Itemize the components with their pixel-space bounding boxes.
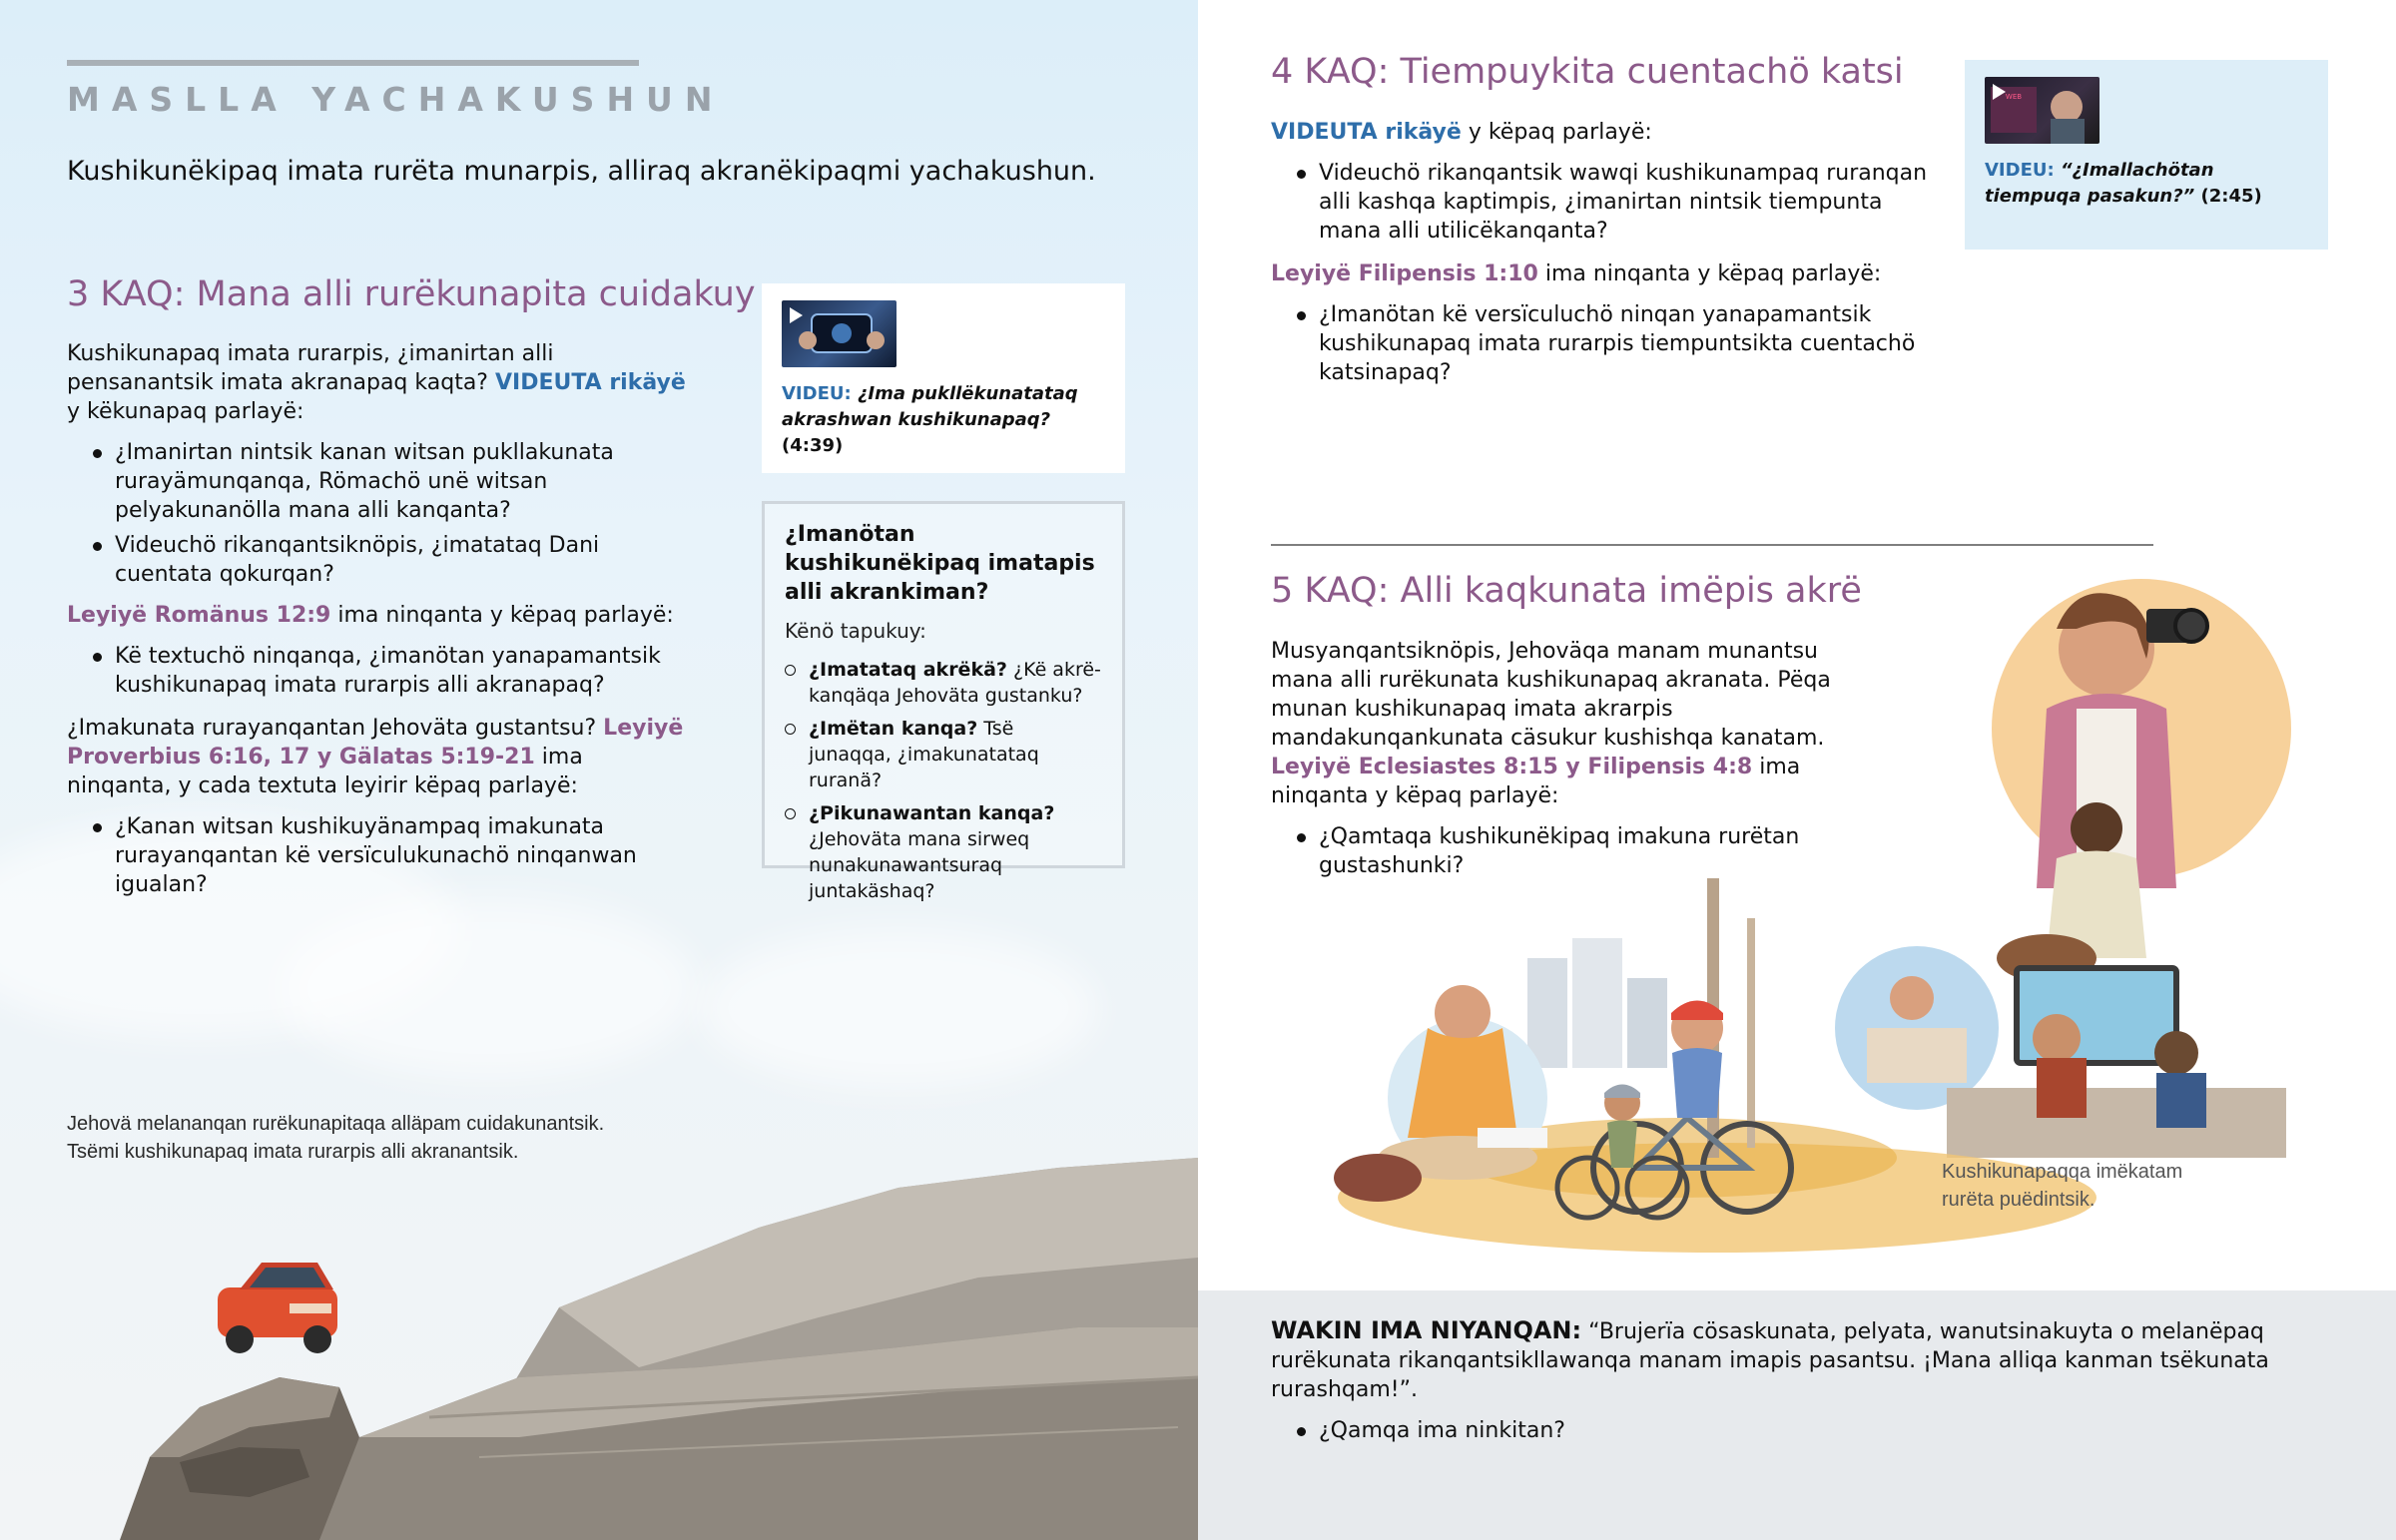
question-item: [785, 800, 1102, 904]
scripture-link[interactable]: Leyiyë Filipensis 1:10: [1271, 261, 1538, 286]
kaq5-heading: 5 KAQ: Alli kaqkunata imëpis akrë: [1271, 571, 1862, 611]
intro-text: Kushikunëkipaq imata rurëta munarpis, alliraq akranëkipaqmi yachakushun.: [67, 156, 1096, 187]
video-card[interactable]: [762, 283, 1125, 473]
question-rest: ¿Jehoväta mana sirweq nunakunawantsuraq juntakäshaq?: [809, 828, 1030, 902]
caption-line: Tsëmi kushikunapaq imata rurarpis alli akranantsik.: [67, 1141, 519, 1163]
kaq4-p1-tail: y këpaq parlayë:: [1468, 120, 1652, 145]
kaq4-body: [1271, 118, 1930, 393]
cloud-decoration: [699, 928, 1098, 1088]
kaq4-heading: 4 KAQ: Tiempuykita cuentachö katsi: [1271, 52, 1904, 92]
video-thumbnail[interactable]: [782, 300, 897, 367]
kaq3-p3-tail: ima ninqanta, y cada textuta leyirir këpaq parlayë:: [67, 745, 583, 798]
bullet-item: ¿Qamtaqa kushikunëkipaq imakuna rurëtan gustashunki?: [1271, 822, 1870, 880]
right-page: [1198, 0, 2396, 1540]
kaq3-paragraph-2: [67, 601, 686, 630]
scripture-link[interactable]: Leyiyë Romänus 12:9: [67, 603, 331, 628]
kaq3-p3-text: ¿Imakunata rurayanqantan Jehoväta gustantsu?: [67, 716, 597, 741]
question-bold: ¿Imatataq akrëkä?: [809, 659, 1007, 681]
comment-band: [1198, 1290, 2396, 1540]
video-link[interactable]: VIDEUTA rikäyë: [494, 370, 686, 395]
thumb-text: WEB: [2005, 93, 2023, 101]
bullet-item: Videuchö rikanqantsik wawqi kushikunampaq ruranqan alli kashqa kaptimpis, ¿imanirtan nintsik tiempunta mana alli utilicëkanqanta?: [1271, 159, 1930, 246]
kaq4-paragraph-2: [1271, 259, 1930, 288]
question-rest: ¿Kë akrëkanqäqa Jehoväta gustanku?: [809, 659, 1101, 707]
video-title: “¿Imallachötan tiempuqa pasakun?”: [1985, 160, 2214, 207]
kaq3-bullets-2: [67, 642, 686, 700]
video-thumbnail[interactable]: [1985, 77, 2099, 144]
wakin-label: WAKIN IMA NIYANQAN:: [1271, 1316, 1582, 1344]
kaq5-p1-text: Musyanqantsiknöpis, Jehoväqa manam munantsu mana alli rurëkunata kushikunapaq akranata. Pëqa munan kushikunapaq imata akrarpis mandakunqankunata cäsukur kushishqa kanatam.: [1271, 639, 1831, 751]
kaq3-p1-tail: y këkunapaq parlayë:: [67, 399, 304, 424]
bullet-item: Videuchö rikanqantsiknöpis, ¿imatataq Dani cuentata qokurqan?: [67, 531, 686, 589]
video-caption: [782, 381, 1111, 459]
question-rest: Tsë junaqqa, ¿imakunatataq ruranä?: [809, 718, 1039, 791]
cliff-illustration: [0, 1078, 1198, 1540]
caption-line: Jehovä melananqan rurëkunapitaqa alläpam cuidakunantsik.: [67, 1113, 605, 1135]
bullet-item: ¿Kanan witsan kushikuyänampaq imakunata rurayanqantan kë versïculukunachö ninqanwan igualan?: [67, 812, 686, 899]
question-box-title: ¿Imanötan kushikunëkipaq imatapis alli akrankiman?: [785, 522, 1095, 605]
play-icon[interactable]: [1993, 84, 2006, 100]
kaq3-bullets-3: [67, 812, 686, 899]
play-icon[interactable]: [790, 307, 803, 323]
bullet-item: ¿Imanirtan nintsik kanan witsan pukllakunata rurayämunqanqa, Römachö unë witsan pelyakunanölla mana alli kanqanta?: [67, 438, 686, 525]
kaq3-heading: 3 KAQ: Mana alli rurëkunapita cuidakuy: [67, 274, 756, 314]
car-icon: [218, 1263, 337, 1353]
wakin-bullets: [1271, 1416, 2349, 1445]
section-bar: [67, 60, 639, 66]
kaq3-paragraph-3: [67, 714, 686, 800]
video-caption: [1985, 158, 2314, 210]
video-link[interactable]: VIDEUTA rikäyë: [1271, 120, 1462, 145]
video-label: VIDEU:: [1985, 160, 2055, 181]
wakin-text: “Brujerïa cösaskunata, pelyata, wanutsinakuyta o melanëpaq rurëkunata rikanqantsikllawanqa manam imapis pasantsu. ¡Mana alliqa kanman tsëkunata rurashqam!”.: [1271, 1319, 2269, 1402]
caption-line: rurëta puëdintsik.: [1942, 1189, 2096, 1211]
question-box: [762, 501, 1125, 902]
kaq5-p1-tail: ima ninqanta y këpaq parlayë:: [1271, 755, 1801, 808]
question-item: [785, 657, 1102, 709]
kaq3-p1-text: Kushikunapaq imata rurarpis, ¿imanirtan alli pensanantsik imata akranapaq kaqta?: [67, 341, 554, 395]
question-box-list: [785, 657, 1102, 904]
kaq4-p2-tail: ima ninqanta y këpaq parlayë:: [1544, 261, 1882, 286]
bullet-item: Kë textuchö ninqanqa, ¿imanötan yanapamantsik kushikunapaq imata rurarpis alli akranapaq?: [67, 642, 686, 700]
video-duration: (4:39): [782, 435, 844, 456]
question-bold: ¿Pikunawantan kanqa?: [809, 802, 1055, 824]
question-item: [785, 716, 1102, 793]
kaq4-bullets-2: [1271, 300, 1930, 387]
kaq4-paragraph-1: [1271, 118, 1930, 147]
kaq3-bullets-1: [67, 438, 686, 589]
kaq3-body: [67, 339, 686, 905]
bullet-item: ¿Qamqa ima ninkitan?: [1271, 1416, 2349, 1445]
video-duration: (2:45): [2200, 186, 2262, 207]
scripture-link[interactable]: Leyiyë Proverbius 6:16, 17 y Gälatas 5:19-21: [67, 716, 684, 770]
image-caption: [1942, 1158, 2182, 1214]
video-card[interactable]: [1965, 60, 2328, 250]
section-divider: [1271, 544, 2153, 546]
wakin-paragraph: [1271, 1316, 2349, 1451]
video-title: ¿Ima pukllëkunatataq akrashwan kushikunapaq?: [782, 383, 1078, 430]
camera-icon: [2146, 609, 2207, 643]
question-box-subtitle: Kënö tapukuy:: [785, 619, 926, 643]
cloud-decoration: [280, 898, 699, 1078]
kaq3-p2-tail: ima ninqanta y këpaq parlayë:: [337, 603, 674, 628]
kaq4-bullets-1: [1271, 159, 1930, 246]
section-title: MASLLA YACHAKUSHUN: [67, 80, 725, 119]
kaq3-paragraph-1: [67, 339, 686, 426]
hobbies-illustration: [1278, 559, 2376, 1278]
scripture-link[interactable]: Leyiyë Eclesiastes 8:15 y Filipensis 4:8: [1271, 755, 1753, 779]
caption-line: Kushikunapaqqa imëkatam: [1942, 1161, 2183, 1183]
video-label: VIDEU:: [782, 383, 852, 404]
bullet-item: ¿Imanötan kë versïculuchö ninqan yanapamantsik kushikunapaq imata rurarpis tiempuntsikta cuentachö katsinapaq?: [1271, 300, 1930, 387]
question-bold: ¿Imëtan kanqa?: [809, 718, 978, 740]
